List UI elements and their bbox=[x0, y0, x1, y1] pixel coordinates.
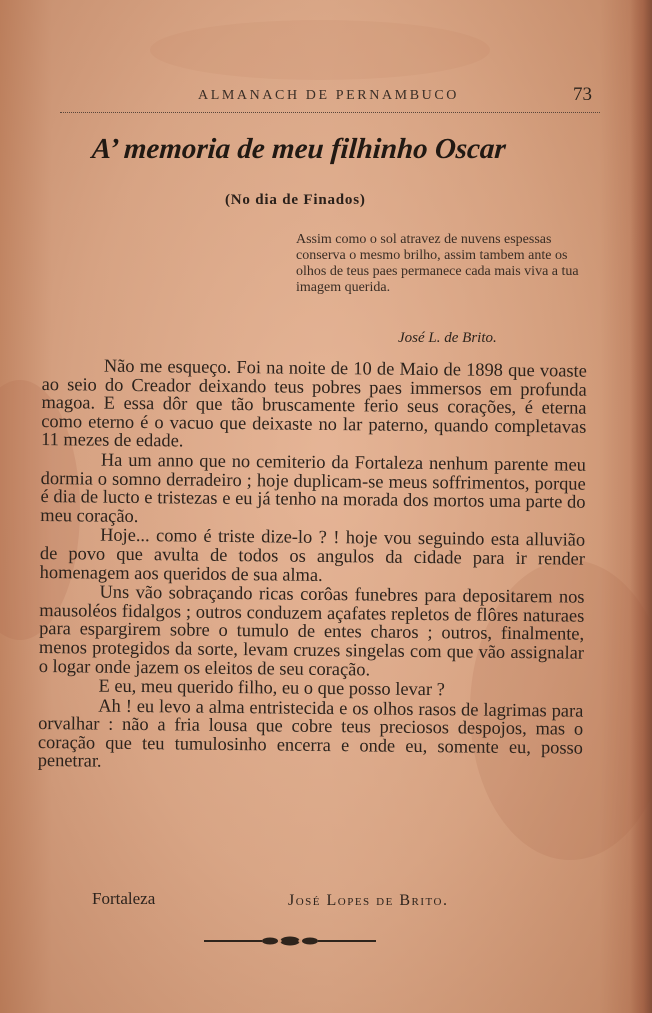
page-number: 73 bbox=[573, 84, 592, 105]
header-rule bbox=[60, 112, 600, 113]
signature-name: José Lopes de Brito. bbox=[288, 892, 449, 909]
epigraph: Assim como o sol atravez de nuvens espessas conserva o mesmo brilho, assim tambem ante os olhos de teus paes permanece cada mais viva a tua imagem querida. bbox=[296, 232, 579, 295]
article-body bbox=[38, 356, 587, 777]
closing-ornament-icon bbox=[204, 934, 376, 948]
paper-stain bbox=[150, 20, 490, 80]
signature-place: Fortaleza bbox=[92, 889, 156, 908]
body-paragraph: Não me esqueço. Foi na noite de 10 de Maio de 1898 que voaste ao seio do Creador deixando teus pobres paes immersos em profunda magoa. E essa dôr que tão bruscamente ferio seus corações, é eterna como eterno é o vacuo que deixaste no lar paterno, quando completavas 11 mezes de edade. bbox=[41, 355, 587, 451]
article-subtitle: (No dia de Finados) bbox=[225, 192, 366, 208]
running-head: ALMANACH DE PERNAMBUCO bbox=[198, 88, 459, 103]
body-paragraph: Hoje... como é triste dize-lo ? ! hoje vou seguindo esta alluvião de povo que avulta de todos os angulos da cidade para ir render homenagem aos queridos de sua alma. bbox=[39, 524, 586, 585]
body-paragraph: Uns vão sobraçando ricas corôas funebres para depositarem nos mausoléos fidalgos ; outros conduzem açafates repletos de flôres naturaes para espargirem sobre o tumulo de entes charos ; outros, finalmente, menos protegidos da sorte, levam cruzes singelas com que vão assignalar o logar onde jazem os eleitos de seu coração. bbox=[38, 581, 585, 679]
page-edge-shadow bbox=[630, 0, 652, 1013]
epigraph-author: José L. de Brito. bbox=[398, 330, 497, 346]
body-paragraph: Ah ! eu levo a alma entristecida e os olhos rasos de lagrimas para orvalhar : não a fria lousa que cobre teus preciosos despojos, mas o coração que teu tumulosinho encerra e onde eu, somente eu, posso penetrar. bbox=[37, 695, 584, 772]
page-header bbox=[60, 78, 600, 118]
body-paragraph: E eu, meu querido filho, eu o que posso levar ? bbox=[98, 675, 445, 700]
article-title: A’ memoria de meu filhinho Oscar bbox=[90, 133, 507, 165]
body-paragraph: Ha um anno que no cemiterio da Fortaleza nenhum parente meu dormia o somno derradeiro ; hoje duplicam-se meus soffrimentos, porque é dia de lucto e tristezas e eu já tenho na morada dos mortos uma parte do meu coração. bbox=[40, 449, 586, 526]
